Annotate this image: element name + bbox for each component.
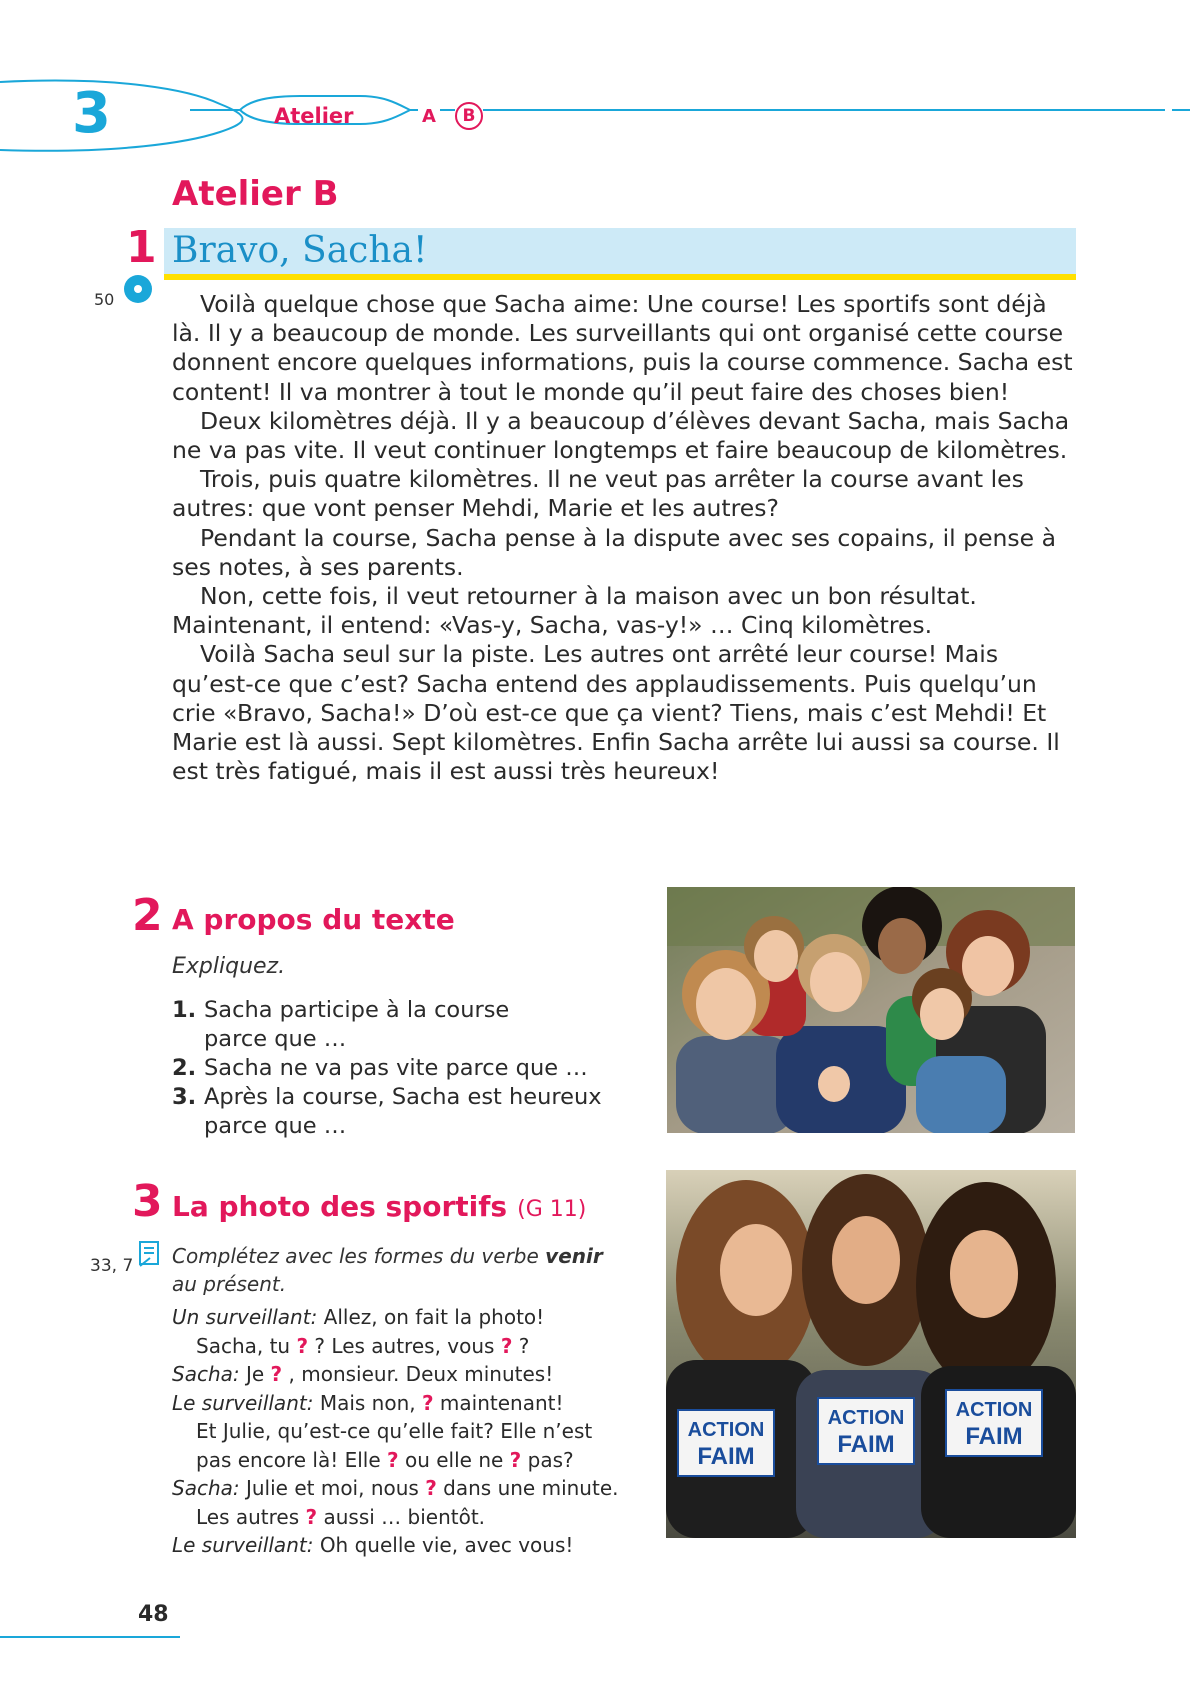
line-text: , monsieur. Deux minutes! [282,1362,554,1386]
dialogue-line [172,1446,642,1475]
gap-marker: ? [296,1333,309,1358]
footer-divider [0,1636,180,1638]
exercise-1-title: Bravo, Sacha! [172,230,428,271]
dialogue-line [172,1360,642,1389]
exercise-2-number: 2 [132,890,163,941]
cd-audio-icon [124,275,152,303]
exercise-3-number: 3 [132,1176,163,1227]
story-paragraph-5: Non, cette fois, il veut retourner à la maison avec un bon résultat. Maintenant, il entend: «Vas-y, Sacha, vas-y!» … Cinq kilomètres. [172,582,977,640]
workbook-icon [138,1240,162,1268]
atelier-title: Atelier B [172,174,339,214]
exercise-1-number: 1 [126,222,157,273]
story-text [172,290,1076,786]
photo-runners-girls [666,1170,1076,1538]
workbook-reference: 33, 7 [90,1256,134,1276]
badge-text: ACTION [687,1419,765,1441]
instruction-text-continued: au présent. [172,1272,287,1296]
exercise-2-instruction: Expliquez. [172,954,286,979]
audio-track-number: 50 [94,290,115,309]
story-paragraph-3: Trois, puis quatre kilomètres. Il ne veut pas arrêter la course avant les autres: que vont penser Mehdi, Marie et les autres? [172,465,1024,523]
story-paragraph-2: Deux kilomètres déjà. Il y a beaucoup d’élèves devant Sacha, mais Sacha ne va pas vite. Il veut continuer longtemps et faire beaucoup de kilomètres. [172,406,1070,465]
question-text: Après la course, Sacha est heureux [204,1084,602,1110]
gap-marker: ? [387,1447,399,1472]
breadcrumb-b-active: B [455,102,483,130]
line-text: Allez, on fait la photo! [323,1305,545,1329]
speaker: Sacha: [172,1362,240,1386]
badge-1 [678,1410,774,1476]
line-text: ? [512,1333,530,1358]
gap-marker: ? [270,1362,283,1386]
line-text: maintenant! [433,1390,564,1415]
dialogue [172,1303,642,1560]
exercise-3-instruction [172,1242,612,1298]
line-text: Sacha, tu [196,1333,297,1358]
speaker: Un surveillant: [172,1305,318,1329]
atelier-breadcrumb-label: Atelier [274,104,354,128]
exercise-2-title: A propos du texte [172,903,455,936]
badge-text: FAIM [697,1443,755,1470]
line-text: Mais non, [319,1390,422,1415]
dialogue-line [172,1389,642,1418]
question-number: 1. [172,997,197,1023]
story-paragraph-1: Voilà quelque chose que Sacha aime: Une course! Les sportifs sont déjà là. Il y a beaucoup de monde. Les surveillants qui ont organisé cette course donnent encore quelques informations, puis la course commence. Sacha est content! Il va montrer à tout le monde qu’il peut faire des choses bien! [172,290,1073,406]
breadcrumb-a: A [422,106,436,127]
gap-marker: ? [305,1504,318,1529]
page-number: 48 [138,1602,169,1627]
gap-marker: ? [500,1333,513,1358]
question-text: Sacha participe à la course [204,997,510,1023]
line-text: Julie et moi, nous [245,1476,426,1500]
question-text: Sacha ne va pas vite parce que … [204,1055,588,1081]
list-item [172,1054,622,1083]
badge-text: ACTION [955,1399,1033,1421]
story-paragraph-6: Voilà Sacha seul sur la piste. Les autres ont arrêté leur course! Mais qu’est-ce que c’est? Sacha entend des applaudissements. Puis quelqu’un crie «Bravo, Sacha!» D’où est-ce que ça vient? Tiens, mais c’est Mehdi! Et Marie est là aussi. Sept kilomètres. Enfin Sacha arrête lui aussi sa course. Il est très fatigué, mais il est aussi très heureux! [172,640,1060,786]
line-text: Les autres [196,1504,306,1529]
dialogue-line [172,1332,642,1361]
line-text: ou elle ne [398,1447,510,1472]
line-text: dans une minute. [436,1476,619,1500]
badge-text: FAIM [965,1423,1023,1450]
dialogue-line [172,1503,642,1532]
question-number: 3. [172,1084,197,1110]
question-text-continued: parce que … [204,1026,347,1052]
speaker: Le surveillant: [172,1533,314,1557]
line-text: Et Julie, qu’est-ce qu’elle fait? Elle n’est [196,1419,593,1443]
grammar-reference: (G 11) [517,1197,587,1222]
line-text: Oh quelle vie, avec vous! [319,1533,574,1557]
line-text: pas? [521,1447,574,1472]
gap-marker: ? [509,1447,522,1472]
line-text: aussi … bientôt. [317,1504,486,1529]
dialogue-line [172,1303,642,1332]
chapter-number: 3 [72,81,111,146]
badge-text: FAIM [837,1431,895,1458]
dialogue-line [172,1417,642,1446]
story-paragraph-4: Pendant la course, Sacha pense à la dispute avec ses copains, il pense à ses notes, à ses parents. [172,523,1056,581]
instruction-text: Complétez avec les formes du verbe [172,1244,546,1268]
question-list [172,996,622,1141]
question-number: 2. [172,1055,197,1081]
dialogue-line [172,1474,642,1503]
line-text: Je [245,1362,271,1386]
line-text: pas encore là! Elle [196,1447,387,1472]
question-text-continued: parce que … [204,1113,347,1139]
badge-3 [946,1390,1042,1456]
badge-text: ACTION [827,1407,905,1429]
gap-marker: ? [425,1476,437,1500]
exercise-3-title [172,1190,586,1223]
header-decoration [0,70,1190,160]
speaker: Le surveillant: [172,1390,314,1415]
exercise-3-title-text: La photo des sportifs [172,1190,508,1223]
list-item [172,996,622,1054]
line-text: ? Les autres, vous [308,1333,501,1358]
list-item [172,1083,622,1141]
speaker: Sacha: [172,1476,240,1500]
badge-2 [818,1398,914,1464]
instruction-verb: venir [545,1244,603,1268]
gap-marker: ? [421,1390,434,1415]
photo-group-teens [666,886,1076,1134]
dialogue-line [172,1531,642,1560]
